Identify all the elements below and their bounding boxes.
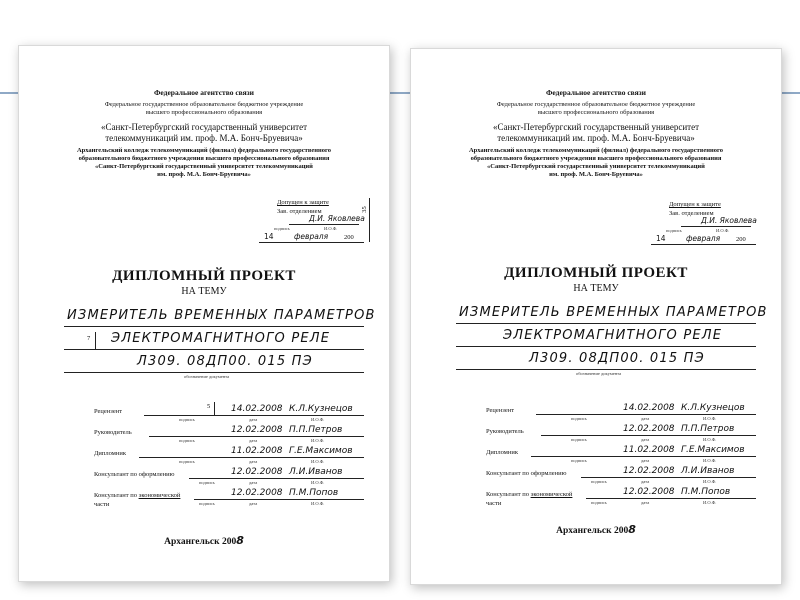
dimension-mark: 5	[207, 403, 211, 410]
theme-line-2: ЭЛЕКТРОМАГНИТНОГО РЕЛЕ	[503, 328, 723, 343]
signature-caption: подпись	[179, 417, 195, 422]
signatory-date: 12.02.2008	[231, 488, 283, 498]
admit-year: 200	[736, 236, 746, 243]
initials-caption: И.О.Ф.	[311, 459, 325, 464]
signatory-date: 11.02.2008	[623, 445, 675, 455]
college-line-1: Архангельский колледж телекоммуникаций (филиал) федерального государственного	[468, 147, 724, 154]
university-line-2: телекоммуникаций им. проф. М.А. Бонч-Бруевича»	[105, 133, 303, 143]
signatory-date: 12.02.2008	[231, 425, 283, 435]
admit-month: февраля	[686, 234, 721, 243]
signatory-name: П.П.Петров	[681, 424, 735, 434]
signatory-date: 12.02.2008	[231, 467, 283, 477]
title-page-left	[18, 45, 390, 582]
initials-caption: И.О.Ф.	[716, 228, 730, 233]
admit-year: 200	[344, 234, 354, 241]
college-line-4: им. проф. М.А. Бонч-Бруевича»	[157, 171, 251, 178]
date-caption: дата	[249, 438, 258, 443]
admit-label: Допущен к защите	[277, 199, 329, 206]
title-page-right	[410, 48, 782, 585]
college-line-2: образовательного бюджетного учреждения высшего профессионального образования	[78, 155, 330, 162]
dimension-mark: 35	[360, 206, 368, 213]
department-head-name: Д.И. Яковлева	[309, 214, 365, 223]
education-level-line: высшего профессионального образования	[145, 109, 263, 116]
initials-caption: И.О.Ф.	[703, 479, 717, 484]
signatory-name: П.М.Попов	[681, 487, 731, 497]
date-caption: дата	[641, 500, 650, 505]
initials-caption: И.О.Ф.	[703, 437, 717, 442]
signatory-date: 14.02.2008	[231, 404, 283, 414]
document-subtitle: НА ТЕМУ	[181, 286, 227, 297]
signature-caption: подпись	[199, 480, 215, 485]
document-title: ДИПЛОМНЫЙ ПРОЕКТ	[504, 265, 688, 281]
date-caption: дата	[249, 417, 258, 422]
college-line-3: «Санкт-Петербургский государственный университет телекоммуникаций	[95, 163, 313, 170]
initials-caption: И.О.Ф.	[703, 500, 717, 505]
signature-caption: подпись	[274, 226, 290, 231]
signature-caption: подпись	[591, 500, 607, 505]
education-level-line: высшего профессионального образования	[537, 109, 655, 116]
theme-line-1: ИЗМЕРИТЕЛЬ ВРЕМЕННЫХ ПАРАМЕТРОВ	[459, 305, 768, 320]
date-caption: дата	[249, 459, 258, 464]
budget-institution-line: Федеральное государственное образовательное бюджетное учреждение	[496, 101, 696, 108]
date-caption: дата	[641, 416, 650, 421]
department-head-label: Зав. отделением	[669, 210, 714, 217]
city-year: Архангельск 2008	[164, 534, 244, 547]
signature-caption: подпись	[571, 437, 587, 442]
admit-month: февраля	[294, 232, 329, 241]
dimension-mark: 7	[87, 335, 91, 342]
signatory-name: Г.Е.Максимов	[681, 445, 745, 455]
admit-label: Допущен к защите	[669, 201, 721, 208]
signatory-name: Г.Е.Максимов	[289, 446, 353, 456]
theme-line-2: ЭЛЕКТРОМАГНИТНОГО РЕЛЕ	[111, 331, 331, 346]
date-caption: дата	[249, 501, 258, 506]
signatory-role: Дипломник	[94, 450, 126, 457]
university-line-1: «Санкт-Петербургский государственный университет	[492, 122, 700, 132]
signature-caption: подпись	[591, 479, 607, 484]
signatory-date: 11.02.2008	[231, 446, 283, 456]
date-caption: дата	[641, 437, 650, 442]
signature-caption: подпись	[571, 458, 587, 463]
document-title: ДИПЛОМНЫЙ ПРОЕКТ	[112, 268, 296, 284]
college-line-2: образовательного бюджетного учреждения высшего профессионального образования	[470, 155, 722, 162]
admit-day: 14	[656, 234, 666, 243]
college-line-3: «Санкт-Петербургский государственный университет телекоммуникаций	[487, 163, 705, 170]
admit-day: 14	[264, 232, 274, 241]
college-line-1: Архангельский колледж телекоммуникаций (филиал) федерального государственного	[76, 147, 332, 154]
signatory-name: П.П.Петров	[289, 425, 343, 435]
initials-caption: И.О.Ф.	[311, 438, 325, 443]
budget-institution-line: Федеральное государственное образовательное бюджетное учреждение	[104, 101, 304, 108]
signatory-name: Л.И.Иванов	[681, 466, 735, 476]
signatory-name: К.Л.Кузнецов	[681, 403, 745, 413]
signature-caption: подпись	[571, 416, 587, 421]
signatory-role-line-2: части	[94, 501, 110, 508]
signatory-role: Рецензент	[94, 408, 123, 415]
department-head-label: Зав. отделением	[277, 208, 322, 215]
city-year: Архангельск 2008	[556, 523, 636, 536]
document-code-caption: обозначение документа	[576, 371, 622, 376]
signature-caption: подпись	[179, 438, 195, 443]
signature-caption: подпись	[179, 459, 195, 464]
initials-caption: И.О.Ф.	[311, 417, 325, 422]
initials-caption: И.О.Ф.	[324, 226, 338, 231]
signatory-date: 12.02.2008	[623, 487, 675, 497]
university-line-2: телекоммуникаций им. проф. М.А. Бонч-Бруевича»	[497, 133, 695, 143]
theme-line-1: ИЗМЕРИТЕЛЬ ВРЕМЕННЫХ ПАРАМЕТРОВ	[67, 308, 376, 323]
department-head-name: Д.И. Яковлева	[701, 216, 757, 225]
initials-caption: И.О.Ф.	[311, 480, 325, 485]
signature-caption: подпись	[199, 501, 215, 506]
agency-name: Федеральное агентство связи	[153, 88, 255, 97]
signatory-date: 12.02.2008	[623, 424, 675, 434]
university-line-1: «Санкт-Петербургский государственный университет	[100, 122, 308, 132]
signatory-role: Руководитель	[94, 429, 132, 436]
signatory-role-line-2: части	[486, 500, 502, 507]
document-code-caption: обозначение документа	[184, 374, 230, 379]
signatory-role: Рецензент	[486, 407, 515, 414]
signatory-role: Консультант по экономической	[94, 492, 181, 499]
signatory-name: П.М.Попов	[289, 488, 339, 498]
signature-caption: подпись	[666, 228, 682, 233]
initials-caption: И.О.Ф.	[311, 501, 325, 506]
date-caption: дата	[641, 479, 650, 484]
date-caption: дата	[249, 480, 258, 485]
date-caption: дата	[641, 458, 650, 463]
initials-caption: И.О.Ф.	[703, 458, 717, 463]
initials-caption: И.О.Ф.	[703, 416, 717, 421]
document-subtitle: НА ТЕМУ	[573, 283, 619, 294]
signatory-name: К.Л.Кузнецов	[289, 404, 353, 414]
signatory-role: Консультант по оформлению	[486, 470, 567, 477]
signatory-role: Консультант по экономической	[486, 491, 573, 498]
college-line-4: им. проф. М.А. Бонч-Бруевича»	[549, 171, 643, 178]
signatory-name: Л.И.Иванов	[289, 467, 343, 477]
signatory-date: 14.02.2008	[623, 403, 675, 413]
signatory-role: Дипломник	[486, 449, 518, 456]
agency-name: Федеральное агентство связи	[545, 88, 647, 97]
signatory-date: 12.02.2008	[623, 466, 675, 476]
signatory-role: Руководитель	[486, 428, 524, 435]
document-code: Л309. 08ДП00. 015 ПЭ	[137, 354, 313, 369]
document-code: Л309. 08ДП00. 015 ПЭ	[529, 351, 705, 366]
signatory-role: Консультант по оформлению	[94, 471, 175, 478]
